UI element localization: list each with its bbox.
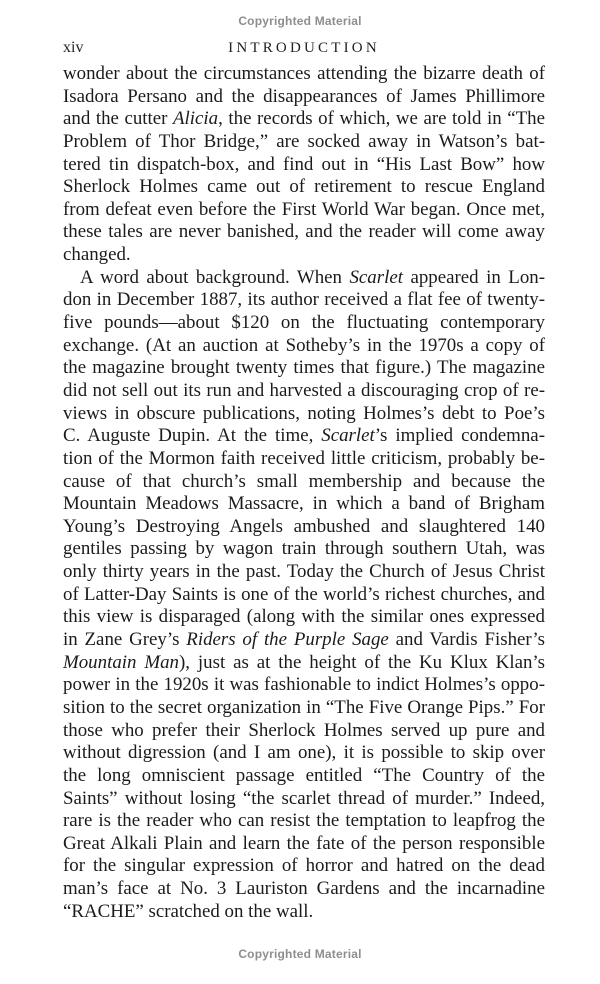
text-line: Saints” without losing “the scarlet thread of murder.” Indeed,: [63, 787, 545, 809]
page-header: [63, 38, 545, 58]
text-line: changed.: [63, 244, 131, 266]
text-line: and the cutter Alicia, the records of which, we are told in “The: [63, 108, 545, 130]
running-title: INTRODUCTION: [228, 40, 380, 56]
text-line: wonder about the circumstances attending the bizarre death of: [63, 63, 545, 84]
copyright-notice-bottom: Copyrighted Material: [238, 947, 362, 961]
text-line: this view is disparaged (along with the similar ones expressed: [63, 606, 545, 628]
text-line: rare is the reader who can resist the temptation to leapfrog the: [63, 810, 545, 832]
text-line: don in December 1887, its author received a flat fee of twenty-: [63, 289, 545, 311]
text-line: only thirty years in the past. Today the Church of Jesus Christ: [63, 561, 545, 583]
text-line: in Zane Grey’s Riders of the Purple Sage and Vardis Fisher’s: [63, 629, 545, 651]
text-line: A word about background. When Scarlet appeared in Lon-: [80, 266, 545, 288]
text-line: Sherlock Holmes came out of retirement to rescue England: [63, 176, 545, 198]
text-line: the magazine brought twenty times that figure.) The magazine: [63, 357, 545, 379]
text-line: sition to the secret organization in “The Five Orange Pips.” For: [63, 696, 545, 718]
text-line: five pounds—about $120 on the fluctuating contemporary: [63, 312, 545, 334]
text-line: C. Auguste Dupin. At the time, Scarlet’s implied condemna-: [63, 425, 545, 447]
text-line: of Latter-Day Saints is one of the world’s richest churches, and: [63, 583, 545, 605]
text-line: for the singular expression of horror and hatred on the dead: [63, 855, 545, 877]
text-line: Young’s Destroying Angels ambushed and slaughtered 140: [63, 515, 545, 537]
text-line: these tales are never banished, and the reader will come away: [63, 221, 545, 243]
text-line: views in obscure publications, noting Holmes’s debt to Poe’s: [63, 402, 545, 424]
text-line: cause of that church’s small membership and because the: [63, 470, 545, 492]
text-line: tered tin dispatch-box, and find out in “His Last Bow” how: [63, 153, 545, 175]
text-line: tion of the Mormon faith received little criticism, probably be-: [63, 447, 545, 469]
text-line: without digression (and I am one), it is possible to skip over: [63, 742, 545, 764]
text-line: Mountain Man), just as at the height of the Ku Klux Klan’s: [63, 651, 545, 673]
text-line: Great Alkali Plain and learn the fate of the person responsible: [63, 832, 545, 854]
copyright-notice-top: Copyrighted Material: [238, 14, 362, 28]
text-line: man’s face at No. 3 Lauriston Gardens and the incarnadine: [63, 878, 545, 900]
text-line: “RACHE” scratched on the wall.: [63, 900, 314, 922]
text-line: Isadora Persano and the disappearances of James Phillimore: [63, 85, 545, 107]
text-line: exchange. (At an auction at Sotheby’s in the 1970s a copy of: [63, 334, 545, 356]
text-line: did not sell out its run and harvested a discouraging crop of re-: [63, 379, 545, 401]
text-line: Mountain Meadows Massacre, in which a band of Brigham: [63, 493, 545, 515]
body-text: [63, 63, 545, 923]
text-line: the long omniscient passage entitled “The Country of the: [63, 764, 545, 786]
text-line: gentiles passing by wagon train through southern Utah, was: [63, 538, 545, 560]
page-number: xiv: [63, 39, 84, 56]
text-line: from defeat even before the First World War began. Once met,: [63, 198, 545, 220]
text-line: Problem of Thor Bridge,” are socked away in Watson’s bat-: [63, 130, 545, 152]
text-line: power in the 1920s it was fashionable to indict Holmes’s oppo-: [63, 674, 545, 696]
text-line: those who prefer their Sherlock Holmes served up pure and: [63, 719, 545, 741]
